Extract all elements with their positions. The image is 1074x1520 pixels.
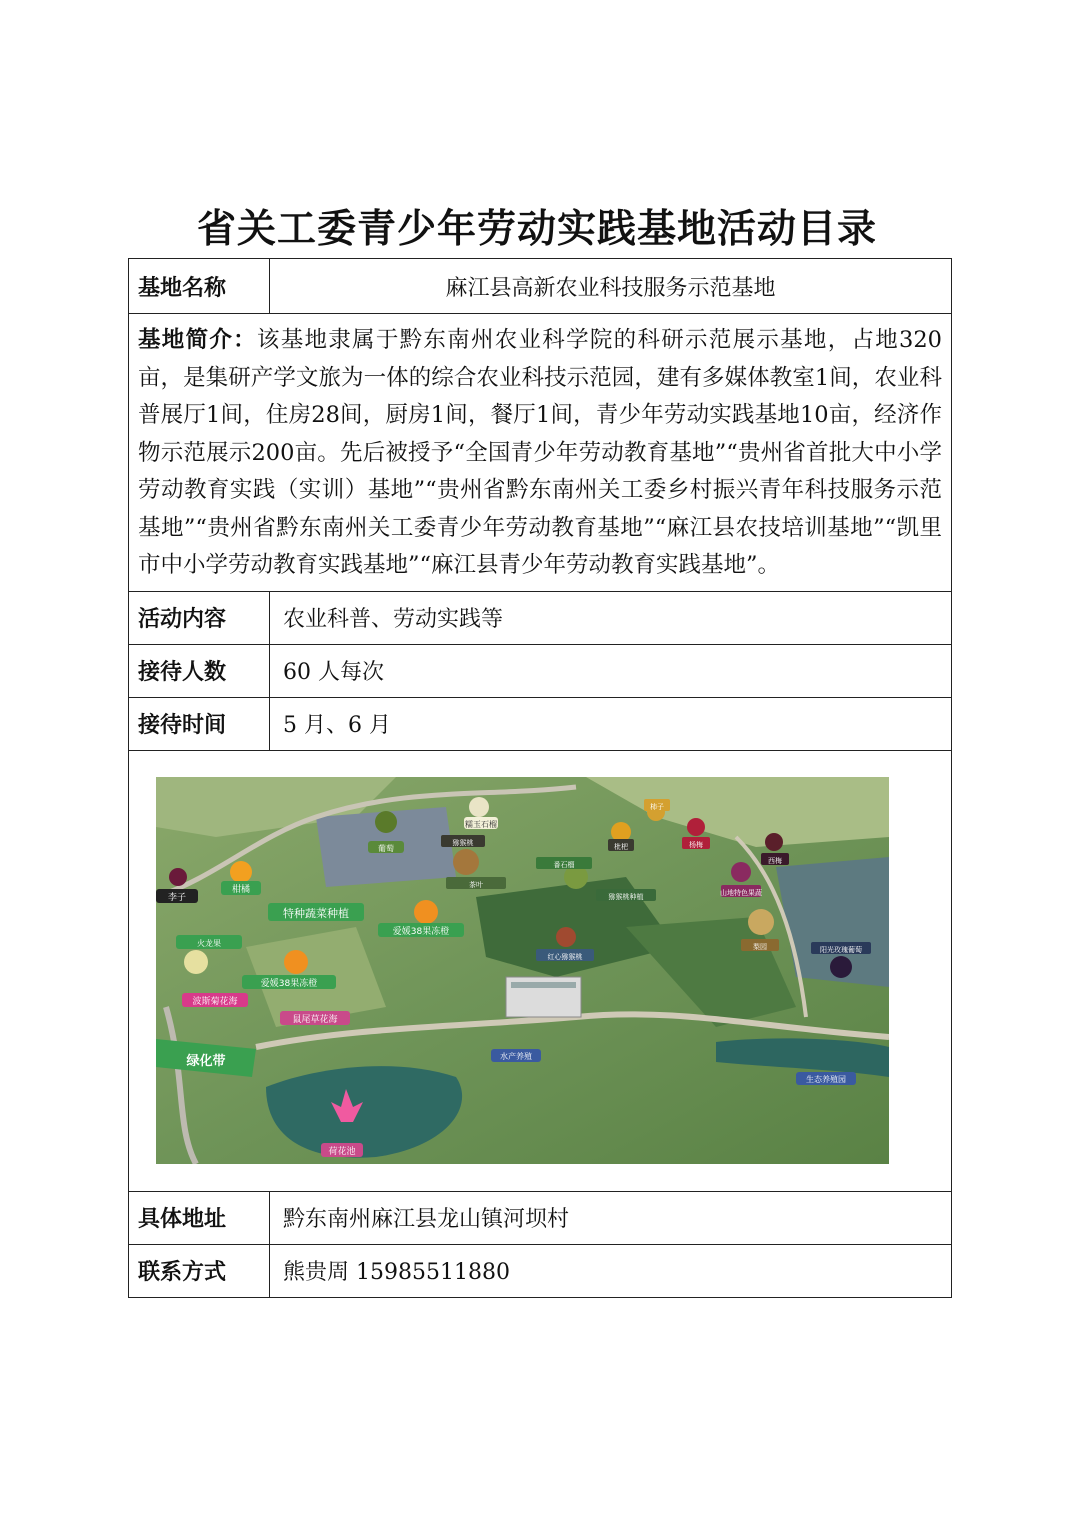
- aerial-map-svg: [156, 777, 889, 1164]
- label-green-belt: 绿化带: [186, 1053, 226, 1069]
- label-grape2: 阳光玫瑰葡萄: [820, 945, 862, 954]
- row-address: [129, 1191, 952, 1244]
- label-loquat: 枇杷: [614, 842, 628, 851]
- pepper-icon: [556, 927, 576, 947]
- address-value: 黔东南州麻江县龙山镇河坝村: [270, 1191, 952, 1244]
- row-activities: [129, 591, 952, 644]
- label-dragon: 山地特色果蔬: [720, 888, 762, 897]
- row-base-name: [129, 259, 952, 314]
- citrus-icon: [230, 861, 252, 883]
- grape-icon: [375, 811, 397, 833]
- map-cell: [129, 750, 952, 1191]
- orange1-icon: [414, 900, 438, 924]
- orange2-icon: [284, 950, 308, 974]
- bayberry-icon: [687, 818, 705, 836]
- reception-time-label: 接待时间: [129, 697, 270, 750]
- gesang-flower-icon: [169, 868, 187, 886]
- page-title: 省关工委青少年劳动实践基地活动目录: [196, 206, 877, 252]
- label-persimmon: 柿子: [650, 802, 664, 811]
- label-citrus: 柑橘: [231, 884, 251, 895]
- label-veg: 特种蔬菜种植: [283, 906, 349, 920]
- kiwi-icon: [453, 849, 479, 875]
- label-tea: 茶叶: [469, 880, 483, 889]
- contact-label: 联系方式: [129, 1244, 270, 1297]
- dragonfruit-icon: [731, 862, 751, 882]
- intro-text: 该基地隶属于黔东南州农业科学院的科研示范展示基地，占地320亩，是集研产学文旅为一体的综合农业科技示范园，建有多媒体教室1间，农业科普展厅1间，住房28间，厨房1间，餐厅1间，青少年劳动实践基地10亩，经济作物示范展示200亩。先后被授予“全国青少年劳动教育基地”“贵州省首批大中小学劳动教育实践（实训）基地”“贵州省黔东南州关工委乡村振兴青年科技服务示范基地”“贵州省黔东南州关工委青少年劳动教育基地”“麻江县农技培训基地”“凯里市中小学劳动教育实践基地”“麻江县青少年劳动教育实践基地”。: [138, 327, 942, 578]
- label-gesang: 鼠尾草花海: [292, 1014, 338, 1025]
- building-roof: [511, 982, 576, 988]
- base-aerial-map: [156, 777, 889, 1164]
- label-zone: 猕猴桃种植: [608, 892, 644, 901]
- label-grape: 葡萄: [378, 843, 394, 853]
- row-intro: [129, 314, 952, 592]
- melon-icon: [184, 950, 208, 974]
- activity-table: [128, 258, 952, 1298]
- row-reception-time: [129, 697, 952, 750]
- address-label: 具体地址: [129, 1191, 270, 1244]
- label-mountain: 火龙果: [197, 938, 221, 948]
- label-lotus-pond: 荷花池: [328, 1146, 356, 1157]
- label-pomegranate: 糯玉石榴: [465, 819, 497, 829]
- reception-time-value: 5 月、6 月: [270, 697, 952, 750]
- label-lotus-sea: 波斯菊花海: [192, 996, 238, 1007]
- intro-label: 基地简介：: [138, 327, 257, 353]
- pomegranate-icon: [469, 797, 489, 817]
- capacity-label: 接待人数: [129, 644, 270, 697]
- intro-cell: [129, 314, 952, 592]
- label-aquaculture: 水产养殖: [500, 1051, 532, 1061]
- label-kiwi: 猕猴桃: [452, 838, 474, 847]
- row-contact: [129, 1244, 952, 1297]
- capacity-value: 60 人每次: [270, 644, 952, 697]
- label-guava: 番石榴: [553, 860, 575, 869]
- contact-value: 熊贵周 15985511880: [270, 1244, 952, 1297]
- label-bayberry: 杨梅: [689, 840, 703, 849]
- base-name-value: 麻江县高新农业科技服务示范基地: [270, 259, 952, 314]
- activities-value: 农业科普、劳动实践等: [270, 591, 952, 644]
- label-pepper: 红心猕猴桃: [547, 952, 583, 961]
- label-orange1: 爱媛38果冻橙: [392, 926, 450, 937]
- row-map: [129, 750, 952, 1191]
- grape2-icon: [830, 956, 852, 978]
- activities-label: 活动内容: [129, 591, 270, 644]
- label-ecology: 生态养殖园: [806, 1074, 846, 1084]
- pear-icon: [748, 909, 774, 935]
- label-pear: 梨园: [753, 942, 767, 951]
- label-plum: 李子: [167, 892, 187, 903]
- row-capacity: [129, 644, 952, 697]
- label-orange2: 爱媛38果冻橙: [260, 978, 318, 989]
- label-red-fruit: 西梅: [768, 856, 782, 865]
- base-name-label: 基地名称: [129, 259, 270, 314]
- plum-icon: [765, 833, 783, 851]
